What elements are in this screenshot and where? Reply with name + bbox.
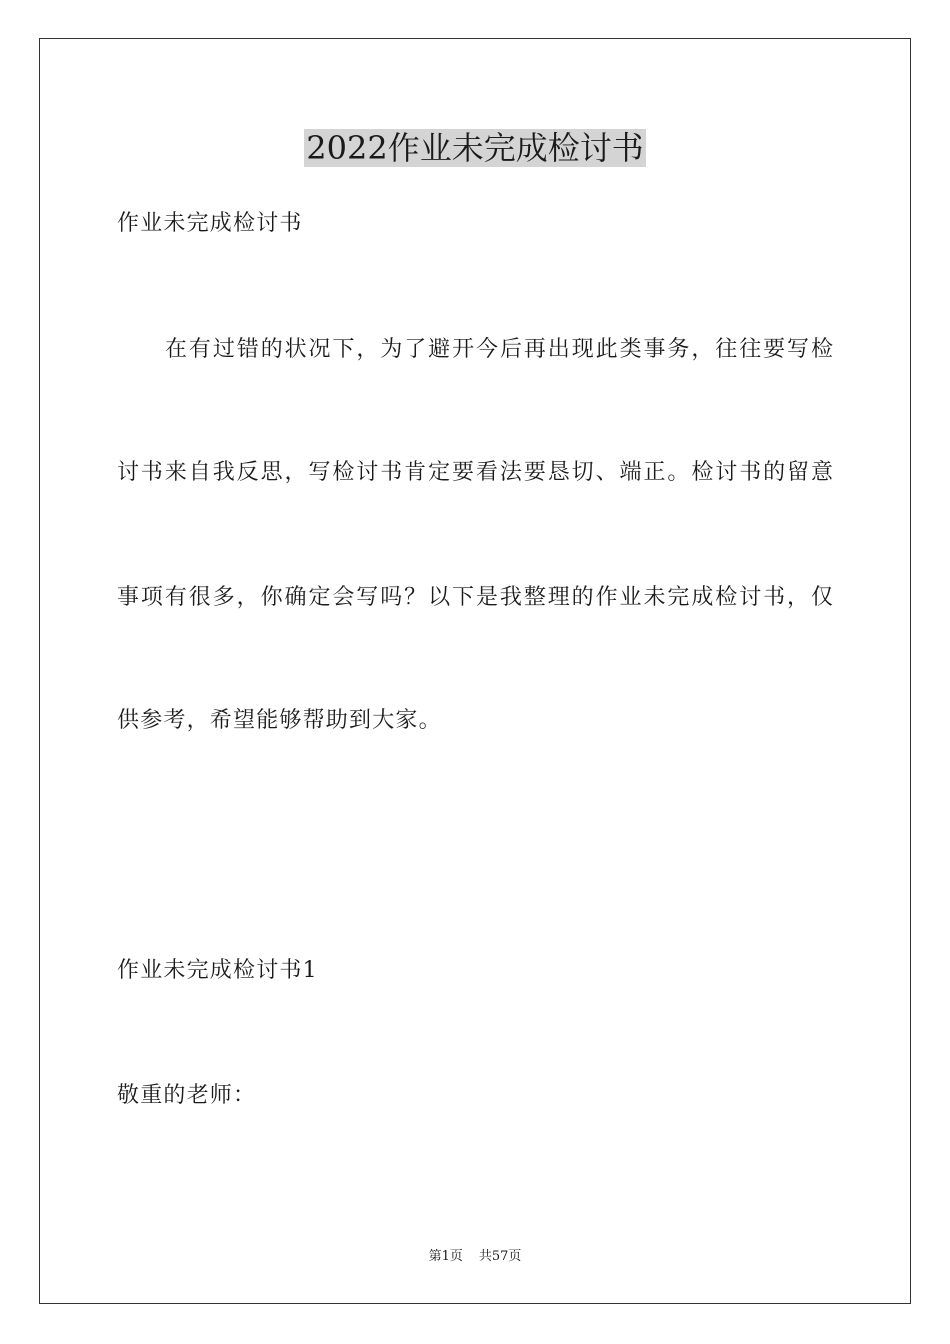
- page-number: 第1页: [428, 1249, 463, 1264]
- document-subtitle: 作业未完成检讨书: [117, 211, 303, 236]
- intro-line-4: 供参考，希望能够帮助到大家。: [117, 708, 442, 733]
- salutation: 敬重的老师：: [117, 1083, 257, 1108]
- document-title-text: 2022作业未完成检讨书: [306, 129, 644, 167]
- intro-line-3: 事项有很多，你确定会写吗？以下是我整理的作业未完成检讨书，仅: [117, 585, 833, 610]
- intro-line-2: 讨书来自我反思，写检讨书肯定要看法要恳切、端正。检讨书的留意: [117, 460, 833, 485]
- intro-line-1: 在有过错的状况下，为了避开今后再出现此类事务，往往要写检: [165, 337, 833, 362]
- page-total: 共57页: [478, 1249, 522, 1264]
- page-footer: [0, 1248, 950, 1266]
- section-heading: 作业未完成检讨书1: [117, 958, 318, 983]
- document-title: [0, 128, 950, 168]
